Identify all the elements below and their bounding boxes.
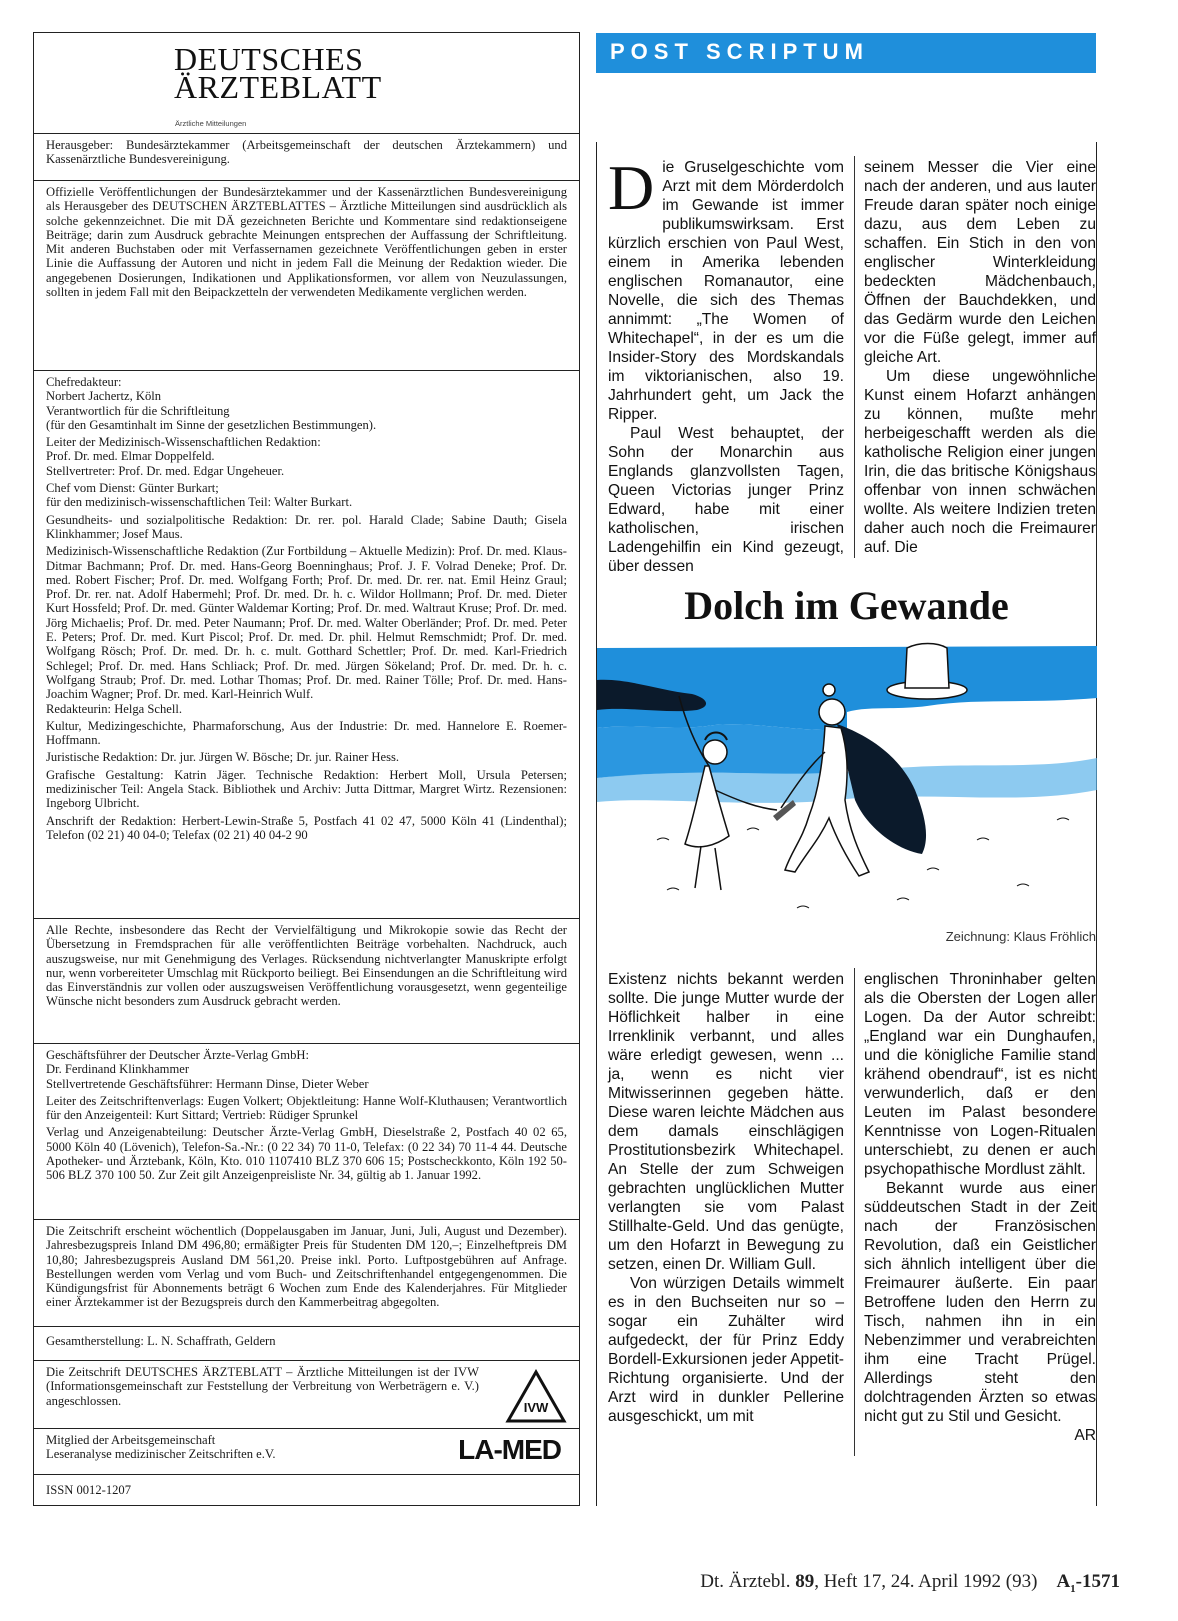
article-column-4 bbox=[864, 970, 1096, 1445]
chief-duty-line: für den medizinisch-wissenschaftlichen Teil: Walter Burkart. bbox=[46, 495, 353, 510]
culture-editorial: Kultur, Medizingeschichte, Pharmaforschung, Aus der Industrie: Dr. med. Hannelore E. Roemer-Hoffmann. bbox=[46, 718, 567, 748]
lamed-line: Leseranalyse medizinischer Zeitschriften e.V. bbox=[46, 1447, 276, 1462]
med-sci-line: Prof. Dr. med. Elmar Doppelfeld. bbox=[46, 449, 215, 464]
chief-duty bbox=[46, 481, 567, 510]
volume-number: 89 bbox=[795, 1571, 815, 1592]
management-line: Stellvertretende Geschäftsführer: Hermann Dinse, Dieter Weber bbox=[46, 1076, 369, 1091]
page-reference bbox=[1056, 1571, 1120, 1595]
column-rule bbox=[854, 156, 855, 558]
article-column-2 bbox=[864, 158, 1096, 557]
masthead bbox=[34, 33, 579, 133]
ivw-logo bbox=[505, 1369, 567, 1425]
masthead-subtitle: Ärztliche Mitteilungen bbox=[175, 119, 247, 128]
publisher-text: Herausgeber: Bundesärztekammer (Arbeitsgemeinschaft der deutschen Ärztekammern) und Kassenärztliche Bundesvereinigung. bbox=[46, 138, 567, 167]
rights-text: Alle Rechte, insbesondere das Recht der Vervielfältigung und Mikrokopie sowie das Recht der Übersetzung in Fremdsprachen für alle veröffentlichten Beiträge vorbehalten. Nachdruck, auch auszugsweise, nur mit Genehmigung des Verlages. Rücksendung nichtverlangter Manuskripte erfolgt nur, wenn vorbereiteter Umschlag mit Rückporto beiliegt. Bei Einsendungen an die Schriftleitung wird das Einverständnis zur vollen oder auszugsweisen Veröffentlichung vorausgesetzt, wenn gegenteilige Wünsche nicht besonders zum Ausdruck gebracht werden. bbox=[46, 923, 567, 1009]
page-prefix: A bbox=[1056, 1571, 1071, 1592]
page-footer bbox=[600, 1571, 1120, 1595]
cartoon-illustration bbox=[597, 640, 1097, 935]
masthead-title bbox=[174, 41, 382, 105]
masthead-title-line2: ÄRZTEBLATT bbox=[174, 69, 382, 105]
printing-section bbox=[34, 1326, 579, 1360]
issn-text: ISSN 0012-1207 bbox=[46, 1483, 132, 1497]
article-paragraph: seinem Messer die Vier eine nach der anderen, und aus lauter Freude daran später noch einige dazu, aus dem Leben zu schaffen. Ein Stich in den von englischer Winterkleidung bedeckten Mädchenbauch, Öffnen der Bauchdekken, und das Gedärm wurde den Leichen vor die Füße gelegt, immer auf gleiche Art. bbox=[864, 159, 1096, 366]
subscription-text: Die Zeitschrift erscheint wöchentlich (Doppelausgaben im Januar, Juni, Juli, August und Dezember). Jahresbezugspreis Inland DM 496,80; ermäßigter Preis für Studenten DM 120,–; Einzelheftpreis DM 10,80; Jahresbezugspreis Ausland DM 561,20. Preise inkl. Porto. Luftpostgebühren auf Anfrage. Bestellungen werden vom Verlag und vom Buch- und Zeitschriftenhandel entgegengenommen. Die Kündigungsfrist für Abonnements beträgt 6 Wochen zum Ende des Kalenderjahres. Für Mitglieder einer Ärztekammer ist der Bezugspreis durch den Kammerbeitrag abgegolten. bbox=[46, 1224, 567, 1310]
article-paragraph-text: ie Gruselgeschichte vom Arzt mit dem Mörderdolch im Gewande ist immer publikumswirksam. Erst kürzlich erschien von Paul West, einem in Amerika lebenden englischen Romanautor, eine Novelle, die sich des Themas annimmt: „The Women of Whitechapel“, in der es um die Insider-Story des Mordskandals im viktorianischen, also 19. Jahrhundert geht, um Jack the Ripper. bbox=[608, 159, 844, 423]
editorial-address: Anschrift der Redaktion: Herbert-Lewin-Straße 5, Postfach 41 02 47, 5000 Köln 41 (Lindenthal); Telefon (02 21) 40 04-0; Telefax (02 21) 40 04-2 90 bbox=[46, 813, 567, 842]
chief-duty-line: Chef vom Dienst: Günter Burkart; bbox=[46, 481, 219, 496]
ivw-text: Die Zeitschrift DEUTSCHES ÄRZTEBLATT – Ärztliche Mitteilungen ist der IVW (Informationsgemeinschaft zur Feststellung der Verbreitung von Werbeträgern e. V.) angeschlossen. bbox=[46, 1365, 479, 1408]
impressum-box bbox=[33, 32, 580, 1506]
lamed-logo: LA-MED bbox=[458, 1434, 561, 1465]
sci-editorial: Medizinisch-Wissenschaftliche Redaktion (Zur Fortbildung – Aktuelle Medizin): Prof. Dr. med. Klaus-Ditmar Bachmann; Prof. Dr. med. Hans-Georg Boenninghaus; Prof. J. F. Volrad Deneke; Prof. Dr. med. Robert Fischer; Prof. Dr. med. Wolfgang Forth; Prof. Dr. med. Dr. rer. nat. Emil Heinz Graul; Prof. Dr. rer. nat. Adolf Habermehl; Prof. Dr. med. Dr. h. c. Wildor Hollmann; Prof. Dr. med. Dieter Kurt Hossfeld; Prof. Dr. med. Günter Waldemar Korting; Prof. Dr. med. Waltraut Kruse; Prof. Dr. med. Jörg Michaelis; Prof. Dr. med. Peter Naumann; Prof. Dr. med. Walter Oberländer; Prof. Dr. med. Peter E. Peters; Prof. Dr. med. Kurt Piscol; Prof. Dr. med. Dr. phil. Helmut Remschmidt; Prof. Dr. med. Wolfgang Rösch; Prof. Dr. med. Dr. h. c. mult. Gotthard Schettler; Prof. Dr. med. Karl-Friedrich Schlegel; Prof. Dr. med. Hans Schliack; Prof. Dr. med. Jürgen Sökeland; Prof. Dr. med. Dr. h. c. Wolfgang Straub; Prof. Dr. med. Lothar Thomas; Prof. Dr. med. Rainer Tölle; Prof. Dr. med. Hans-Joachim Wagner; Prof. Dr. med. Karl-Heinrich Wulf. bbox=[46, 544, 567, 702]
author-signature: AR bbox=[1074, 1427, 1096, 1444]
article-column-3 bbox=[608, 970, 844, 1426]
article-paragraph: Existenz nichts bekannt werden sollte. Die junge Mutter wurde der Höflichkeit halber in eine Irrenklinik verbannt, und alles wäre erledigt gewesen, wenn ... ja, wenn es nicht vier Mitwisserinnen gegeben hätte. Diese waren leichte Mädchen aus dem damals einschlägigen Prostitutionsbezirk Whitechapel. An Stelle der zum Schweigen gebrachten unglücklichen Mutter verlangten sie vom Palast Stillhalte-Geld. Und das genügte, um den Hofarzt in Bewegung zu setzen, einen Dr. William Gull. bbox=[608, 971, 844, 1273]
article-column-1 bbox=[608, 152, 844, 576]
article-paragraph: Paul West behauptet, der Sohn der Monarchin aus Englands glanzvollsten Tagen, Queen Victorias junger Prinz Edward, habe mit einer katholischen, irischen Ladengehilfin ein Kind gezeugt, über dessen bbox=[608, 425, 844, 575]
editor-line: Chefredakteur: bbox=[46, 375, 122, 389]
issn-section bbox=[34, 1474, 579, 1505]
editor-line: (für den Gesamtinhalt im Sinne der gesetzlichen Bestimmungen). bbox=[46, 417, 377, 432]
graphics-editorial: Grafische Gestaltung: Katrin Jäger. Technische Redaktion: Herbert Moll, Ursula Petersen; medizinischer Teil: Angela Stack. Bibliothek und Archiv: Jutta Dittmar, Margret Wirtz. Rezensionen: Ingeborg Ulbricht. bbox=[46, 767, 567, 811]
editor-in-chief bbox=[46, 375, 567, 432]
printing-text: Gesamtherstellung: L. N. Schaffrath, Geldern bbox=[46, 1334, 276, 1348]
rights-section bbox=[34, 918, 579, 1043]
editor-f: Redakteurin: Helga Schell. bbox=[46, 701, 183, 716]
health-policy-editorial: Gesundheits- und sozialpolitische Redaktion: Dr. rer. pol. Harald Clade; Sabine Dauth; Gisela Klinkhammer; Josef Maus. bbox=[46, 512, 567, 541]
management bbox=[46, 1048, 567, 1091]
issue-date: , Heft 17, 24. April 1992 (93) bbox=[814, 1571, 1038, 1592]
subscription-section bbox=[34, 1219, 579, 1326]
masthead-title-line1: DEUTSCHES bbox=[174, 41, 364, 77]
article-paragraph-text: Bekannt wurde aus einer süddeutschen Stadt in der Zeit nach der Französischen Revolution, daß ein Geistlicher sich ähnlich intelligent über die Freimaurer äußerte. Ein paar Betroffene luden den Herrn zu Tisch, nahmen ihn in ein Nebenzimmer und verabreichten ihm eine Tracht Prügel. Allerdings steht den dolchtragenden Ärzten so etwas nicht gut zu Stil und Gesicht. bbox=[864, 1180, 1096, 1425]
lamed-section bbox=[34, 1428, 579, 1474]
publisher-management-section bbox=[34, 1043, 579, 1219]
article-paragraph: englischen Throninhaber gelten als die Obersten der Logen aller Logen. Da der Autor schreibt: „England war ein Dunghaufen, und die königliche Familie stand krähend obendrauf“, ist es nicht verwunderlich, daß er den Leuten im Palast besondere Kenntnisse von Logen-Ritualen unterschiebt, zu denen er auch psychopathische Mordlust zählt. bbox=[864, 971, 1096, 1178]
management-line: Geschäftsführer der Deutscher Ärzte-Verlag GmbH: bbox=[46, 1048, 309, 1062]
editor-line: Norbert Jachertz, Köln bbox=[46, 389, 162, 404]
article-paragraph bbox=[608, 152, 844, 424]
article-paragraph: Um diese ungewöhnliche Kunst einem Hofarzt anhängen zu können, mußte mehr herbeigeschafft werden als die katholische Religion einer jungen Irin, die das britische Königshaus offenbar von innen schwächen wollte. Als weitere Indizien treten daher auch noch die Freimaurer auf. Die bbox=[864, 368, 1096, 556]
ads-department: Verlag und Anzeigenabteilung: Deutscher Ärzte-Verlag GmbH, Dieselstraße 2, Postfach 40 02 65, 5000 Köln 40 (Lövenich), Telefon-Sa.-Nr.: (0 22 34) 70 11-0, Telefax: (0 22 34) 70 11-4 44. Deutsche Apotheker- und Ärztebank, Köln, Kto. 010 1107410 BLZ 370 606 15; Postscheckkonto, Köln 192 50-506 BLZ 370 100 50. Zur Zeit gilt Anzeigenpreisliste Nr. 34, gültig ab 1. Januar 1992. bbox=[46, 1125, 567, 1183]
publishing-lead: Leiter des Zeitschriftenverlags: Eugen Volkert; Objektleitung: Hanne Wolf-Kluthausen; Verantwortlich für den Anzeigenteil: Kurt Sittard; Vertrieb: Rüdiger Sprunkel bbox=[46, 1093, 567, 1123]
illustration-caption: Zeichnung: Klaus Fröhlich bbox=[945, 929, 1096, 944]
ivw-section bbox=[34, 1360, 579, 1428]
journal-abbrev: Dt. Ärztebl. bbox=[700, 1571, 791, 1592]
med-sci-line: Leiter der Medizinisch-Wissenschaftlichen Redaktion: bbox=[46, 435, 321, 450]
article-paragraph bbox=[864, 1179, 1096, 1444]
official-text: Offizielle Veröffentlichungen der Bundesärztekammer und der Kassenärztlichen Bundesvereinigung als Herausgeber des DEUTSCHEN ÄRZTEBLATTES – Ärztliche Mitteilungen sind ausdrücklich als solche gekennzeichnet. Die mit DÄ gezeichneten Berichte und Kommentare sind redaktionseigene Beiträge; darin zum Ausdruck gebrachte Meinungen entsprechen der Auffassung der Schriftleitung. Mit anderen Buchstaben oder mit Verfassernamen gezeichnete Veröffentlichungen geben in erster Linie die Auffassung der Autoren und nicht in jedem Fall die Meinung der Redaktion wieder. Die angegebenen Dosierungen, Indikationen und Applikationsformen, vor allem von Neuzulassungen, sollten in jedem Fall mit den Beipackzetteln der verwendeten Medikamente verglichen werden. bbox=[46, 185, 567, 300]
post-scriptum-title: POST SCRIPTUM bbox=[610, 39, 869, 64]
editor-line: Verantwortlich für die Schriftleitung bbox=[46, 403, 230, 418]
page-number: -1571 bbox=[1075, 1571, 1120, 1592]
column-rule bbox=[854, 968, 855, 1456]
management-line: Dr. Ferdinand Klinkhammer bbox=[46, 1062, 190, 1077]
med-sci-line: Stellvertreter: Prof. Dr. med. Edgar Ungeheuer. bbox=[46, 463, 285, 478]
official-section bbox=[34, 180, 579, 370]
publisher-section bbox=[34, 133, 579, 180]
post-scriptum-banner bbox=[596, 33, 1096, 73]
ivw-logo-text: IVW bbox=[523, 1400, 549, 1415]
drop-cap: D bbox=[608, 152, 655, 223]
legal-editorial: Juristische Redaktion: Dr. jur. Jürgen W. Bösche; Dr. jur. Rainer Hess. bbox=[46, 750, 400, 765]
med-sci-lead bbox=[46, 435, 567, 478]
article-paragraph: Von würzigen Details wimmelt es in den Buchseiten nur so – sogar ein Zuhälter wird aufgedeckt, der für Prinz Eddy Bordell-Exkursionen jeder Appetit-Richtung organisierte. Und der Arzt wird in dunkler Pellerine ausgeschickt, um mit bbox=[608, 1275, 844, 1425]
page-subscript: 1 bbox=[1070, 1582, 1076, 1595]
editorial-section bbox=[34, 370, 579, 918]
lamed-line: Mitglied der Arbeitsgemeinschaft bbox=[46, 1433, 216, 1447]
article-headline: Dolch im Gewande bbox=[684, 583, 1009, 628]
